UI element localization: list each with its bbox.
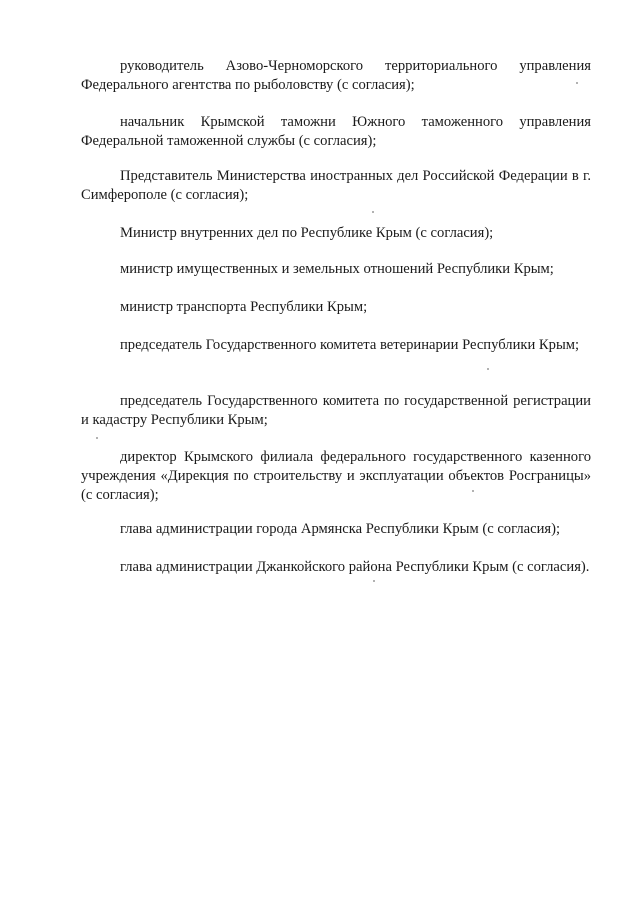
member-item-8: председатель Государственного комитета по государственной регистрации и кадастру Республики Крым; [81, 393, 591, 428]
scan-speck [372, 211, 374, 213]
scan-speck [576, 82, 578, 84]
member-item-7: председатель Государственного комитета ветеринарии Республики Крым; [120, 337, 580, 353]
scan-speck [472, 490, 474, 492]
member-item-4: Министр внутренних дел по Республике Крым (с согласия); [120, 225, 494, 241]
member-item-9: директор Крымского филиала федерального государственного казенного учреждения «Дирекция по строительству и эксплуатации объектов Росграницы» (с согласия); [81, 449, 591, 503]
member-item-2: начальник Крымской таможни Южного таможенного управления Федеральной таможенной службы (с согласия); [81, 114, 591, 149]
member-item-11: глава администрации Джанкойского района Республики Крым (с согласия). [120, 559, 590, 575]
scan-speck [96, 437, 98, 439]
member-item-3: Представитель Министерства иностранных дел Российской Федерации в г. Симферополе (с согласия); [81, 168, 591, 203]
member-item-10: глава администрации города Армянска Республики Крым (с согласия); [120, 521, 561, 537]
member-item-6: министр транспорта Республики Крым; [120, 299, 368, 315]
member-item-5: министр имущественных и земельных отношений Республики Крым; [120, 261, 554, 277]
member-item-1: руководитель Азово-Черноморского территориального управления Федерального агентства по рыболовству (с согласия); [81, 58, 591, 93]
scan-speck [373, 580, 375, 582]
scan-speck [487, 368, 489, 370]
